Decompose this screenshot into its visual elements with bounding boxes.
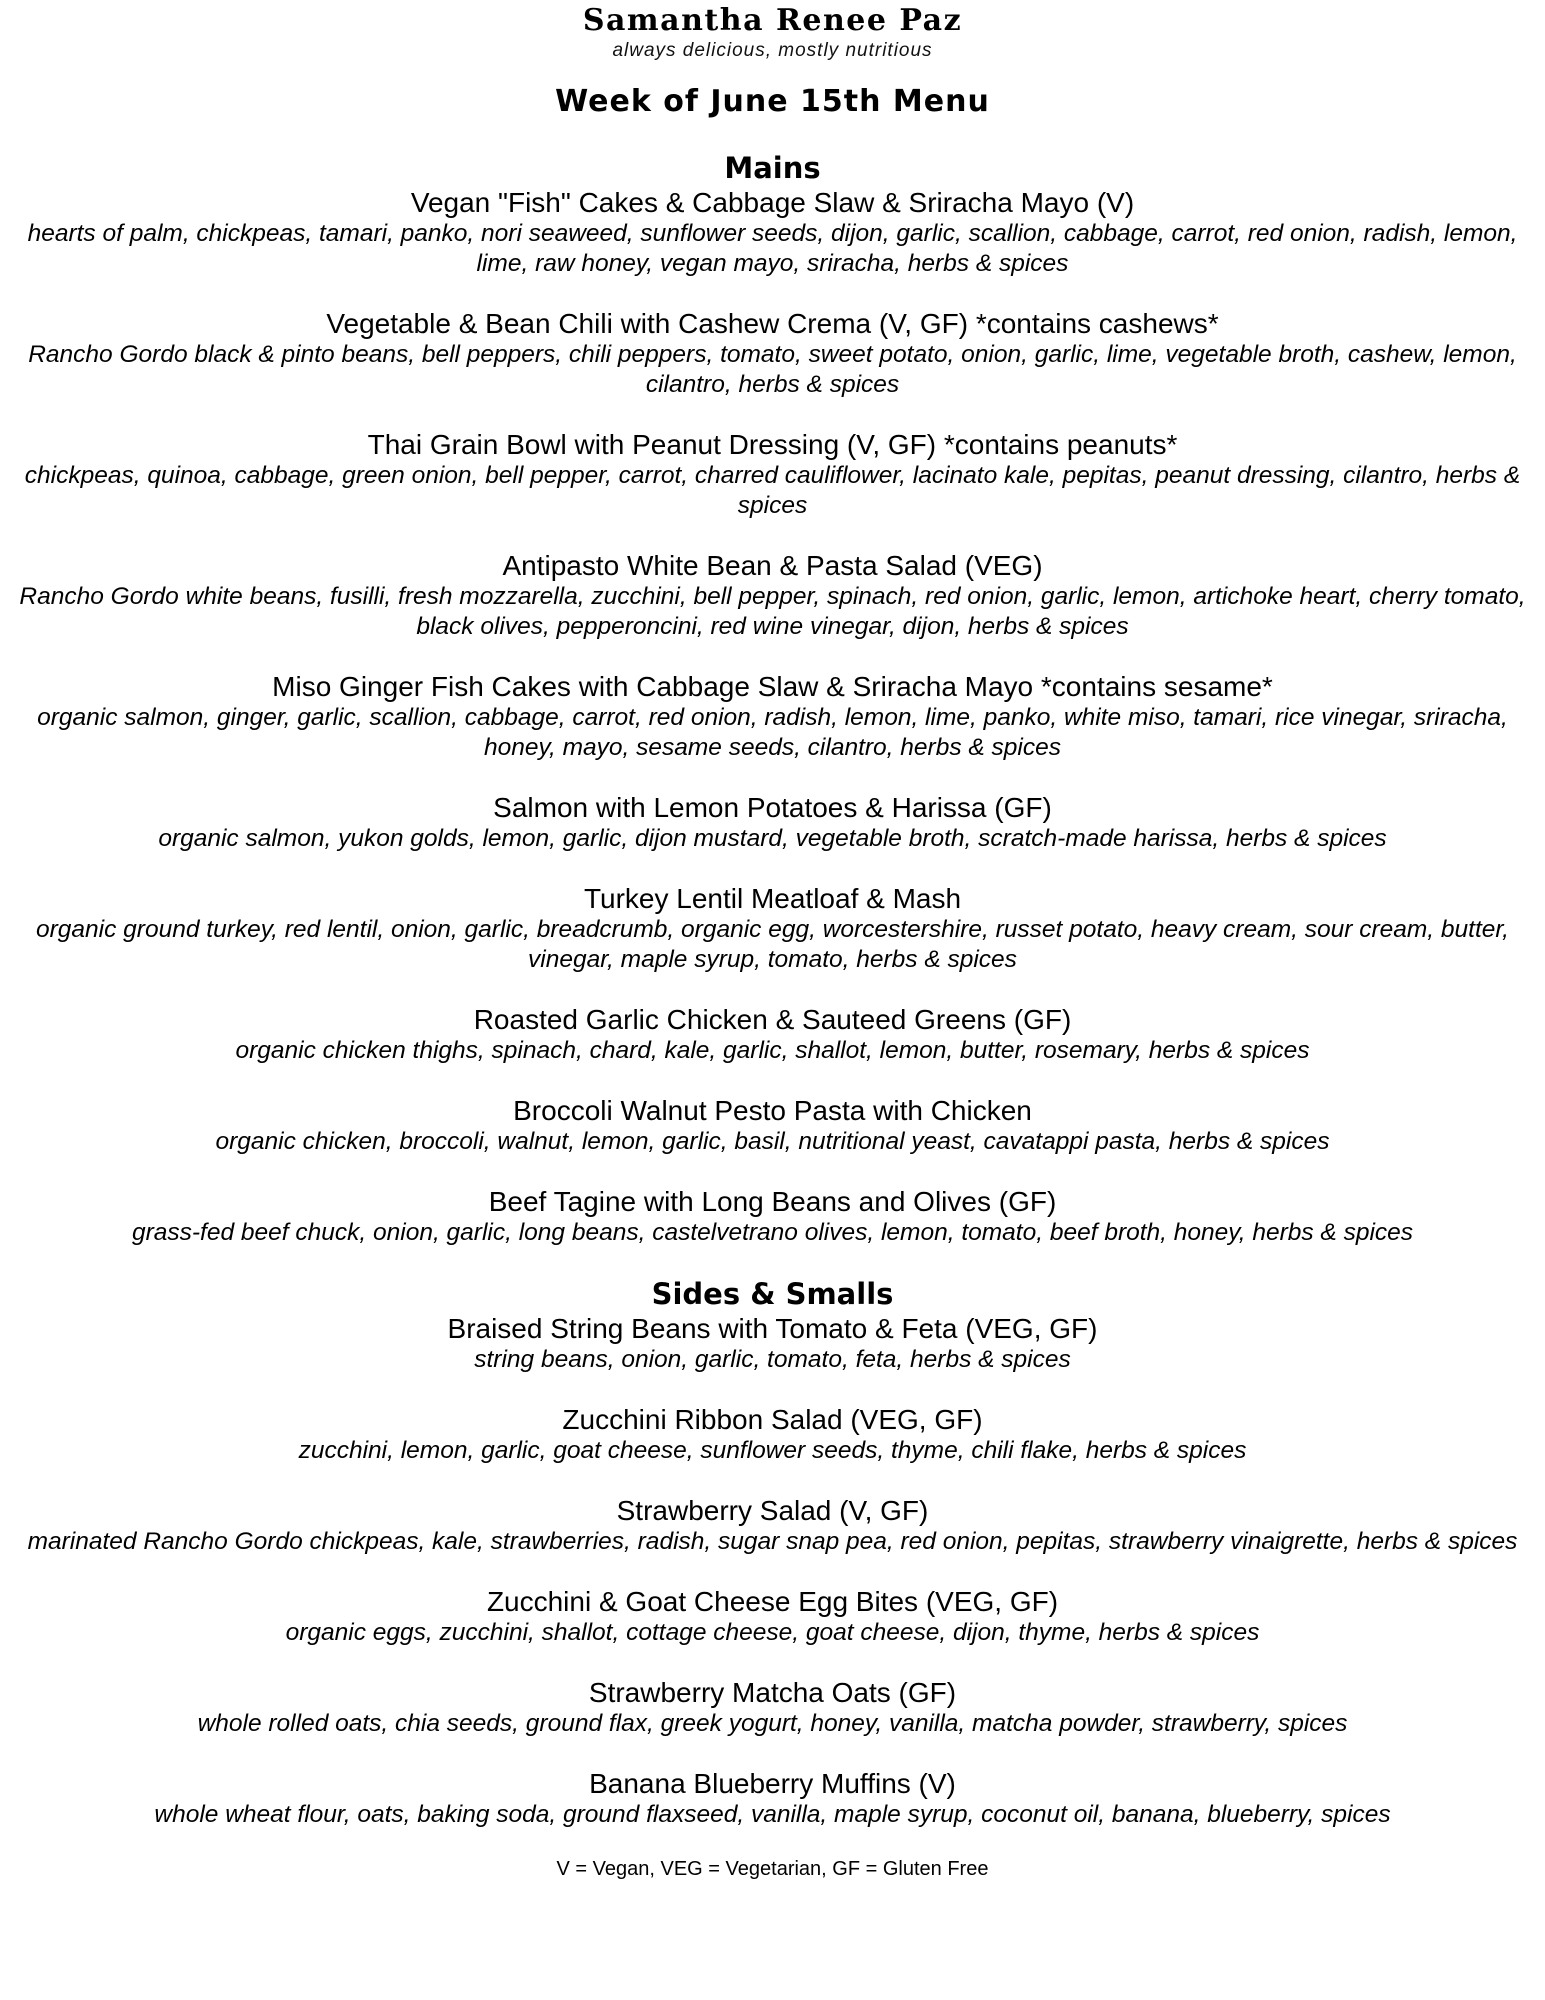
menu-item-name: Turkey Lentil Meatloaf & Mash xyxy=(583,883,962,914)
menu-item-description: Rancho Gordo white beans, fusilli, fresh mozzarella, zucchini, bell pepper, spinach, red onion, garlic, lemon, artichoke heart, cherry tomato, black olives, pepperoncini, red wine vinegar, dijon, herbs & spices xyxy=(19,583,1526,640)
diet-legend: V = Vegan, VEG = Vegetarian, GF = Gluten Free xyxy=(556,1858,989,1880)
menu-item-description: organic salmon, yukon golds, lemon, garlic, dijon mustard, vegetable broth, scratch-made harissa, herbs & spices xyxy=(158,825,1387,852)
menu-item-name: Roasted Garlic Chicken & Sauteed Greens (GF) xyxy=(473,1004,1072,1035)
menu-item-description: whole rolled oats, chia seeds, ground flax, greek yogurt, honey, vanilla, matcha powder, strawberry, spices xyxy=(197,1710,1348,1737)
menu-item xyxy=(0,882,1545,975)
menu-item-name: Strawberry Salad (V, GF) xyxy=(616,1495,929,1526)
menu-item-description: whole wheat flour, oats, baking soda, ground flaxseed, vanilla, maple syrup, coconut oil, banana, blueberry, spices xyxy=(154,1801,1391,1828)
menu-title: Week of June 15th Menu xyxy=(555,84,990,119)
sides-list xyxy=(0,1312,1545,1830)
sides-section xyxy=(0,1276,1545,1830)
brand-name: Samantha Renee Paz xyxy=(582,3,963,38)
menu-item-description: marinated Rancho Gordo chickpeas, kale, strawberries, radish, sugar snap pea, red onion, pepitas, strawberry vinaigrette, herbs & spices xyxy=(27,1528,1518,1555)
menu-item-name: Beef Tagine with Long Beans and Olives (GF) xyxy=(488,1186,1057,1217)
menu-item-description: string beans, onion, garlic, tomato, feta, herbs & spices xyxy=(474,1346,1071,1373)
menu-item-description: Rancho Gordo black & pinto beans, bell peppers, chili peppers, tomato, sweet potato, onion, garlic, lime, vegetable broth, cashew, lemon, cilantro, herbs & spices xyxy=(28,341,1517,398)
brand-tagline: always delicious, mostly nutritious xyxy=(612,40,933,61)
menu-item-name: Vegan "Fish" Cakes & Cabbage Slaw & Sriracha Mayo (V) xyxy=(410,187,1135,218)
menu-item-name: Antipasto White Bean & Pasta Salad (VEG) xyxy=(502,550,1043,581)
menu-item-name: Salmon with Lemon Potatoes & Harissa (GF) xyxy=(493,792,1052,823)
menu-item xyxy=(0,1767,1545,1830)
menu-item xyxy=(0,1676,1545,1739)
menu-item-name: Thai Grain Bowl with Peanut Dressing (V, GF) *contains peanuts* xyxy=(367,429,1178,460)
menu-item xyxy=(0,1585,1545,1648)
menu-item-name: Vegetable & Bean Chili with Cashew Crema (V, GF) *contains cashews* xyxy=(326,308,1219,339)
menu-item xyxy=(0,1494,1545,1557)
menu-item-description: zucchini, lemon, garlic, goat cheese, sunflower seeds, thyme, chili flake, herbs & spices xyxy=(298,1437,1247,1464)
menu-item-name: Broccoli Walnut Pesto Pasta with Chicken xyxy=(513,1095,1032,1126)
menu-item-description: organic chicken thighs, spinach, chard, kale, garlic, shallot, lemon, butter, rosemary, herbs & spices xyxy=(235,1037,1310,1064)
menu-item xyxy=(0,791,1545,854)
menu-item-description: hearts of palm, chickpeas, tamari, panko, nori seaweed, sunflower seeds, dijon, garlic, scallion, cabbage, carrot, red onion, radish, lemon, lime, raw honey, vegan mayo, sriracha, herbs & spices xyxy=(27,220,1518,277)
menu-item-name: Braised String Beans with Tomato & Feta (VEG, GF) xyxy=(447,1313,1098,1344)
menu-item-name: Strawberry Matcha Oats (GF) xyxy=(588,1677,957,1708)
section-title-sides: Sides & Smalls xyxy=(651,1277,894,1311)
menu-item xyxy=(0,670,1545,763)
menu-item-description: grass-fed beef chuck, onion, garlic, long beans, castelvetrano olives, lemon, tomato, beef broth, honey, herbs & spices xyxy=(131,1219,1414,1246)
menu-item xyxy=(0,1094,1545,1157)
menu-item-description: organic ground turkey, red lentil, onion, garlic, breadcrumb, organic egg, worcestershire, russet potato, heavy cream, sour cream, butter, vinegar, maple syrup, tomato, herbs & spices xyxy=(36,916,1509,973)
menu-item xyxy=(0,1403,1545,1466)
section-title-mains: Mains xyxy=(724,151,821,185)
menu-item xyxy=(0,1312,1545,1375)
menu-item-description: organic chicken, broccoli, walnut, lemon, garlic, basil, nutritional yeast, cavatappi pasta, herbs & spices xyxy=(215,1128,1330,1155)
menu-item xyxy=(0,428,1545,521)
menu-item-name: Miso Ginger Fish Cakes with Cabbage Slaw & Sriracha Mayo *contains sesame* xyxy=(272,671,1273,702)
menu-item-description: organic eggs, zucchini, shallot, cottage cheese, goat cheese, dijon, thyme, herbs & spices xyxy=(285,1619,1260,1646)
menu-item-description: chickpeas, quinoa, cabbage, green onion, bell pepper, carrot, charred cauliflower, lacinato kale, pepitas, peanut dressing, cilantro, herbs & spices xyxy=(24,462,1521,519)
menu-item xyxy=(0,1185,1545,1248)
menu-item xyxy=(0,1003,1545,1066)
mains-section xyxy=(0,150,1545,1248)
menu-item-name: Zucchini Ribbon Salad (VEG, GF) xyxy=(562,1404,983,1435)
menu-item xyxy=(0,186,1545,279)
menu-item xyxy=(0,307,1545,400)
menu-item xyxy=(0,549,1545,642)
menu-item-description: organic salmon, ginger, garlic, scallion, cabbage, carrot, red onion, radish, lemon, lime, panko, white miso, tamari, rice vinegar, sriracha, honey, mayo, sesame seeds, cilantro, herbs & spices xyxy=(37,704,1508,761)
menu-item-name: Zucchini & Goat Cheese Egg Bites (VEG, GF) xyxy=(486,1586,1059,1617)
menu-item-name: Banana Blueberry Muffins (V) xyxy=(589,1768,956,1799)
brand-header xyxy=(0,0,1545,62)
mains-list xyxy=(0,186,1545,1248)
